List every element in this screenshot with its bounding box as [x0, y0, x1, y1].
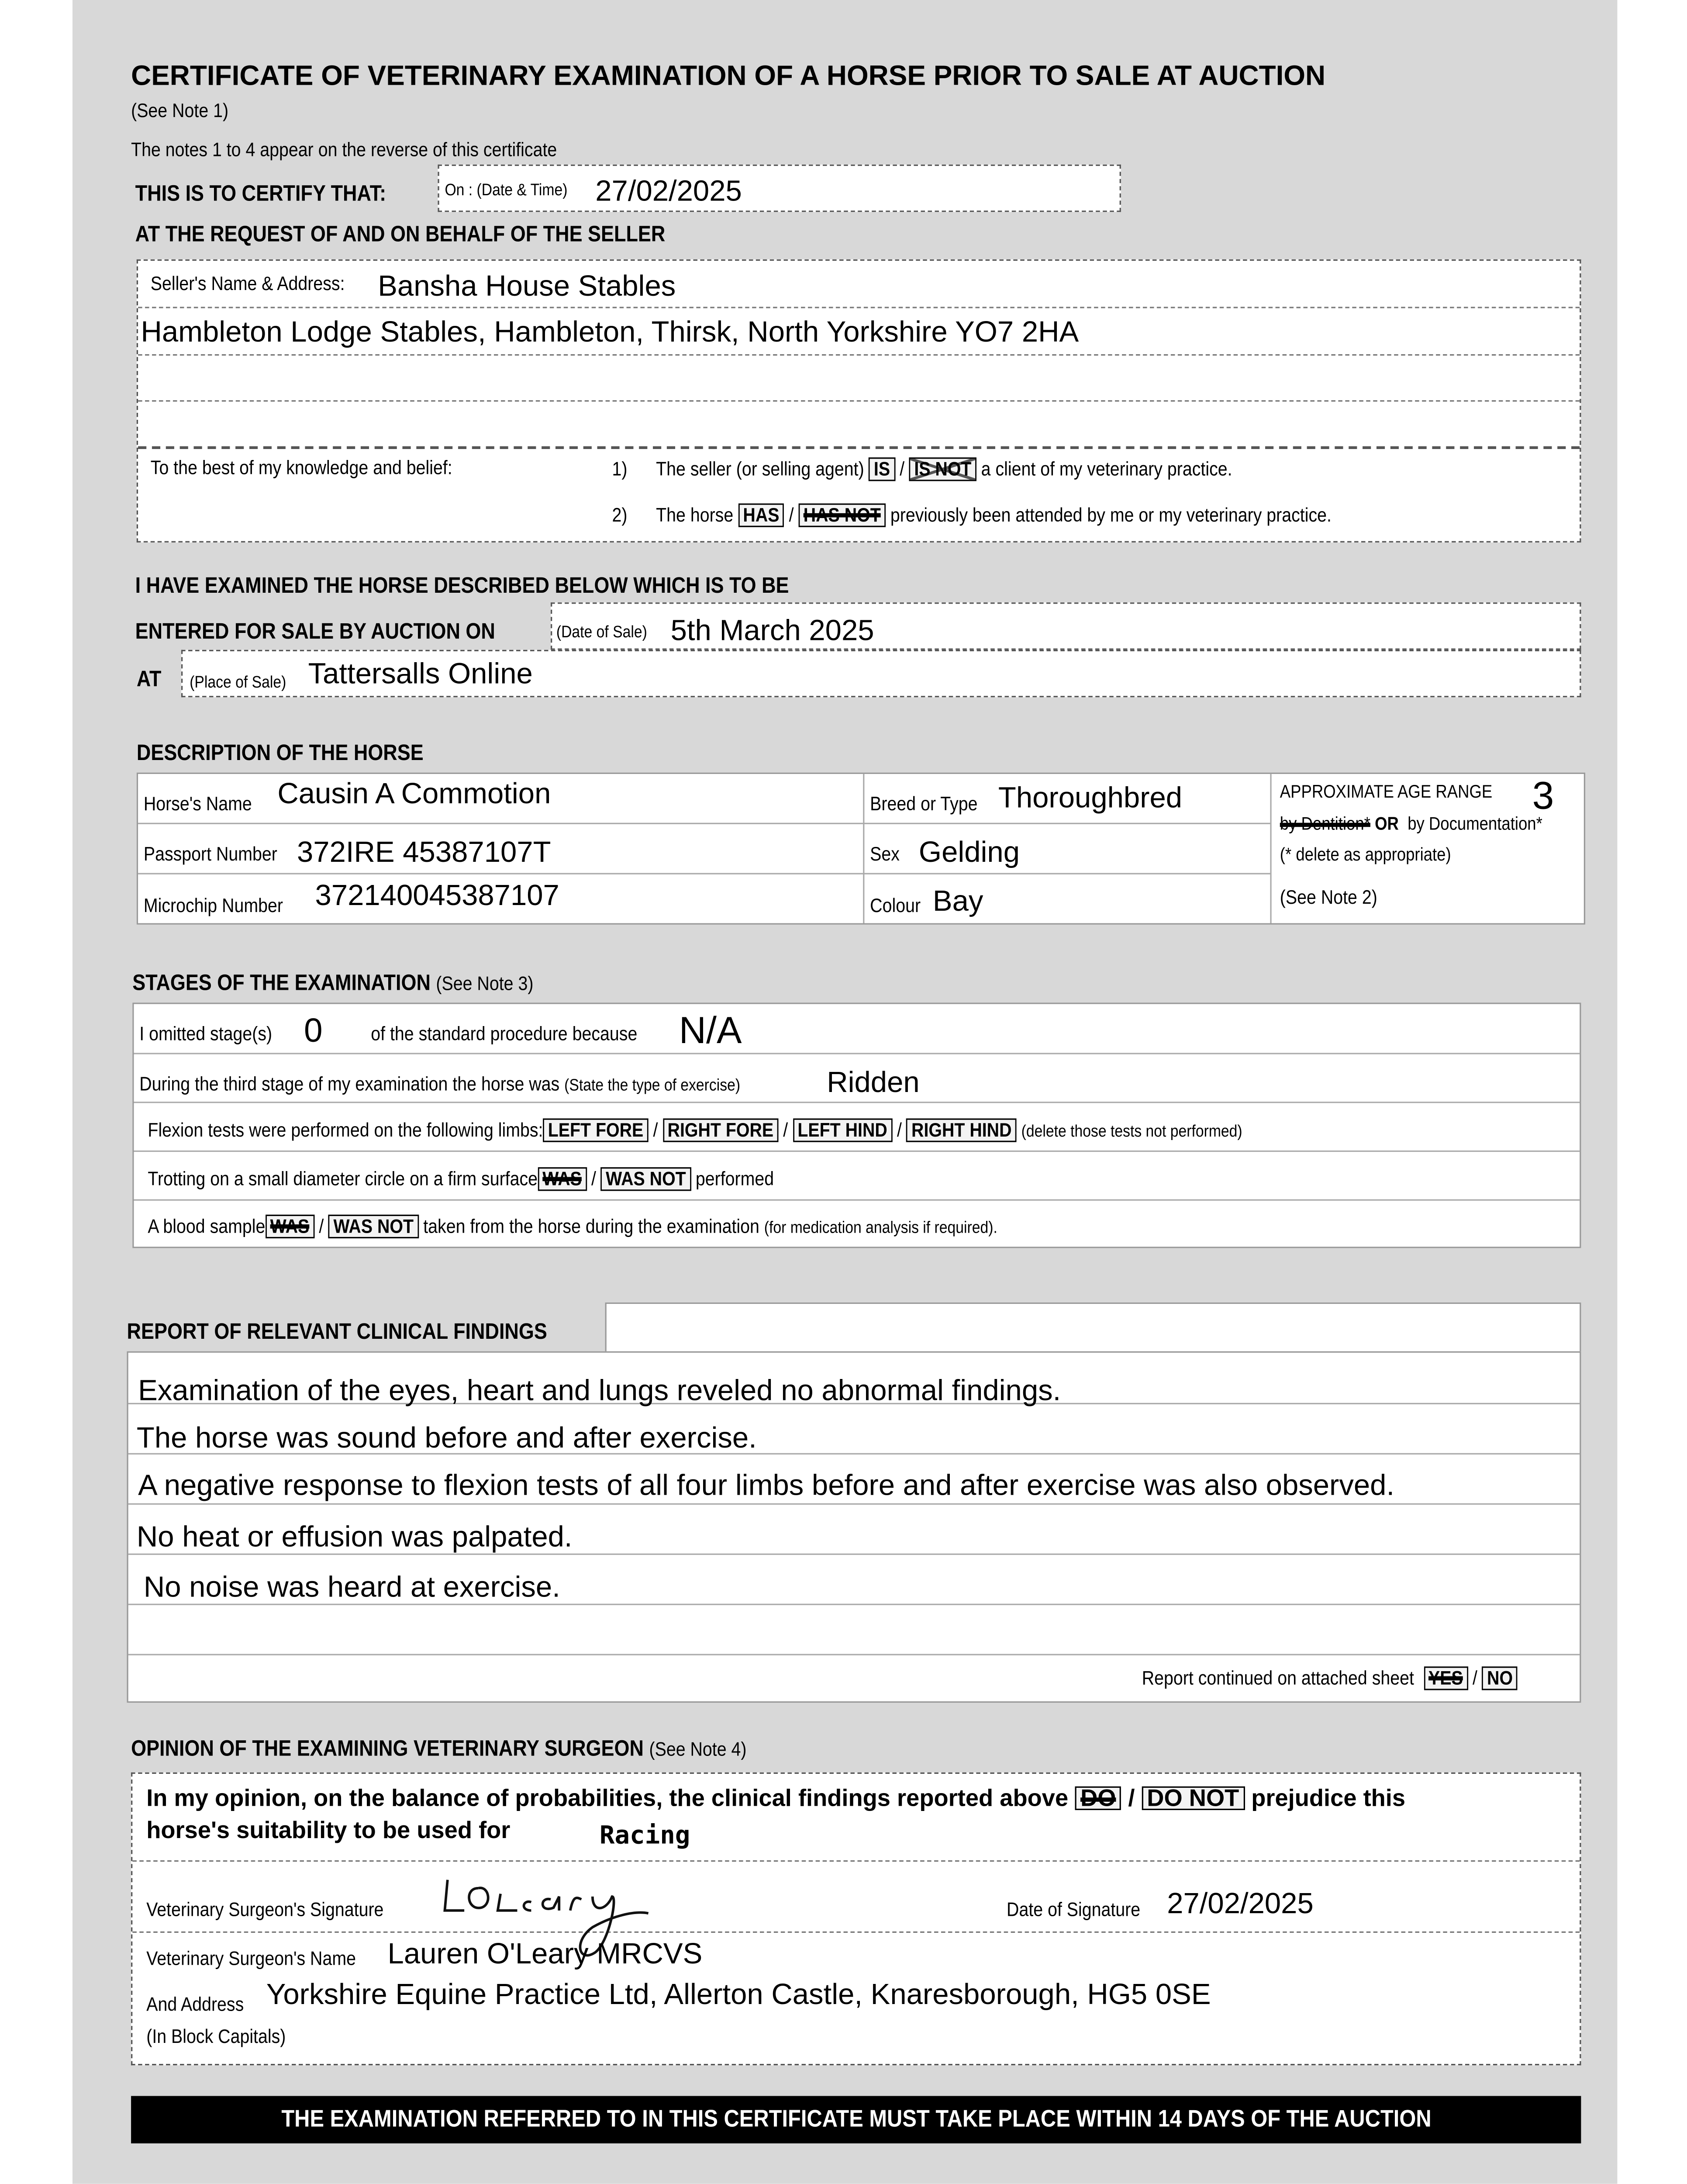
continued-yes-struck[interactable]: YES [1424, 1666, 1468, 1690]
passport-label: Passport Number [143, 842, 277, 865]
place-of-sale-value: Tattersalls Online [308, 658, 533, 691]
notes-line: The notes 1 to 4 appear on the reverse of this certificate [131, 138, 557, 161]
age-method: by Dentition* OR by Documentation* [1280, 813, 1542, 834]
request-heading: AT THE REQUEST OF AND ON BEHALF OF THE SELLER [135, 223, 666, 247]
entered-heading: ENTERED FOR SALE BY AUCTION ON [135, 620, 495, 644]
vet-name-label: Veterinary Surgeon's Name [146, 1946, 356, 1969]
trotting-row: Trotting on a small diameter circle on a firm surface WAS / WAS NOT performed [148, 1167, 774, 1191]
seller-address[interactable]: Hambleton Lodge Stables, Hambleton, Thirsk, North Yorkshire YO7 2HA [141, 316, 1079, 349]
finding-line: The horse was sound before and after exercise. [136, 1422, 757, 1455]
report-header-cell [605, 1303, 1581, 1353]
horse-name-label: Horse's Name [143, 792, 252, 815]
is-option[interactable]: IS [869, 457, 895, 481]
passport-value: 372IRE 45387107T [297, 836, 551, 869]
has-option[interactable]: HAS [738, 504, 784, 527]
place-of-sale-label: (Place of Sale) [190, 672, 286, 692]
finding-line: Examination of the eyes, heart and lungs reveled no abnormal findings. [138, 1375, 1061, 1407]
opinion-do-not[interactable]: DO NOT [1141, 1787, 1245, 1810]
opinion-line2: horse's suitability to be used for [146, 1817, 511, 1844]
footer-text: THE EXAMINATION REFERRED TO IN THIS CERTIFICATE MUST TAKE PLACE WITHIN 14 DAYS OF THE AUCTION [281, 2105, 1431, 2132]
omitted-label: I omitted stage(s) [139, 1022, 273, 1045]
seller-section [137, 259, 1581, 543]
blood-was-not-option[interactable]: WAS NOT [328, 1215, 418, 1238]
exam-date-value: 27/02/2025 [595, 176, 742, 208]
age-range-value: 3 [1532, 774, 1554, 817]
certificate-title: CERTIFICATE OF VETERINARY EXAMINATION OF A HORSE PRIOR TO SALE AT AUCTION [131, 61, 1326, 92]
colour-label: Colour [870, 894, 921, 916]
date-of-sale-value: 5th March 2025 [670, 615, 874, 647]
at-label: AT [136, 668, 162, 692]
findings-table [127, 1351, 1581, 1703]
address-label: And Address [146, 1993, 244, 2015]
right-hind-option[interactable]: RIGHT HIND [907, 1118, 1017, 1142]
right-fore-option[interactable]: RIGHT FORE [662, 1118, 778, 1142]
date-of-sale-field[interactable] [551, 602, 1581, 650]
blood-was-option-struck[interactable]: WAS [265, 1215, 314, 1238]
microchip-value: 372140045387107 [315, 880, 559, 912]
third-stage-value: Ridden [827, 1067, 920, 1099]
signature-label: Veterinary Surgeon's Signature [146, 1898, 384, 1921]
vet-name-value: Lauren O'Leary MRCVS [387, 1938, 703, 1971]
see-note-1: (See Note 1) [131, 99, 229, 121]
seller-name[interactable]: Bansha House Stables [378, 270, 676, 303]
date-of-sale-label: (Date of Sale) [556, 622, 647, 642]
statement-attended: 2) The horse HAS / HAS NOT previously been attended by me or my veterinary practice. [612, 504, 1332, 527]
sex-label: Sex [870, 842, 900, 865]
report-heading: REPORT OF RELEVANT CLINICAL FINDINGS [127, 1320, 547, 1344]
third-stage-label: During the third stage of my examination the horse was (State the type of exercise) [139, 1072, 741, 1095]
opinion-heading: OPINION OF THE EXAMINING VETERINARY SURGEON (See Note 4) [131, 1737, 747, 1762]
knowledge-label: To the best of my knowledge and belief: [150, 456, 452, 479]
intended-use: Racing [599, 1821, 690, 1851]
opinion-do-struck[interactable]: DO [1075, 1787, 1121, 1810]
because-value: N/A [679, 1009, 742, 1052]
stages-heading: STAGES OF THE EXAMINATION (See Note 3) [132, 972, 534, 996]
breed-label: Breed or Type [870, 792, 978, 815]
stages-table [132, 1002, 1581, 1248]
colour-value: Bay [932, 885, 983, 918]
trot-was-option-struck[interactable]: WAS [538, 1167, 586, 1191]
certify-label: THIS IS TO CERTIFY THAT: [135, 183, 386, 207]
exam-date-label: On : (Date & Time) [445, 180, 568, 200]
trot-was-not-option[interactable]: WAS NOT [601, 1167, 691, 1191]
microchip-label: Microchip Number [143, 894, 283, 916]
has-not-option-struck[interactable]: HAS NOT [799, 504, 886, 527]
footer-banner [131, 2096, 1581, 2143]
horse-description-table [137, 773, 1585, 925]
signature-date-value: 27/02/2025 [1167, 1888, 1314, 1921]
left-fore-option[interactable]: LEFT FORE [543, 1118, 649, 1142]
report-continued: Report continued on attached sheet YES / NO [1142, 1666, 1518, 1690]
continued-no[interactable]: NO [1482, 1666, 1518, 1690]
statement-client: 1) The seller (or selling agent) IS / IS NOT a client of my veterinary practice. [612, 457, 1232, 481]
finding-line: A negative response to flexion tests of all four limbs before and after exercise was also observed. [138, 1470, 1395, 1502]
because-label: of the standard procedure because [371, 1022, 638, 1045]
address-value: Yorkshire Equine Practice Ltd, Allerton Castle, Knaresborough, HG5 0SE [266, 1979, 1211, 2011]
description-heading: DESCRIPTION OF THE HORSE [136, 742, 424, 766]
see-note-2: (See Note 2) [1280, 885, 1377, 908]
horse-name-value: Causin A Commotion [277, 778, 551, 810]
signature-date-label: Date of Signature [1007, 1898, 1141, 1921]
delete-note: (* delete as appropriate) [1280, 843, 1451, 865]
exam-date-field[interactable] [438, 165, 1121, 212]
is-not-option-crossed[interactable]: IS NOT [909, 457, 976, 481]
finding-line: No heat or effusion was palpated. [136, 1521, 573, 1554]
opinion-section [131, 1773, 1581, 2065]
breed-value: Thoroughbred [998, 782, 1183, 815]
place-of-sale-field[interactable] [181, 650, 1581, 698]
left-hind-option[interactable]: LEFT HIND [793, 1118, 892, 1142]
omitted-value: 0 [304, 1012, 323, 1051]
seller-label: Seller's Name & Address: [150, 272, 345, 294]
flexion-row: Flexion tests were performed on the following limbs: LEFT FORE / RIGHT FORE / LEFT HIND / RIGHT HIND (delete those tests not performed) [148, 1118, 1242, 1142]
block-capitals-note: (In Block Capitals) [146, 2025, 286, 2047]
examined-heading: I HAVE EXAMINED THE HORSE DESCRIBED BELOW WHICH IS TO BE [135, 574, 789, 598]
sex-value: Gelding [918, 836, 1020, 869]
finding-line: No noise was heard at exercise. [143, 1572, 560, 1604]
opinion-statement: In my opinion, on the balance of probabilities, the clinical findings reported above DO / DO NOT prejudice this [146, 1785, 1406, 1812]
age-range-label: APPROXIMATE AGE RANGE [1280, 781, 1493, 802]
blood-row: A blood sample WAS / WAS NOT taken from the horse during the examination (for medication analysis if required). [148, 1215, 997, 1238]
